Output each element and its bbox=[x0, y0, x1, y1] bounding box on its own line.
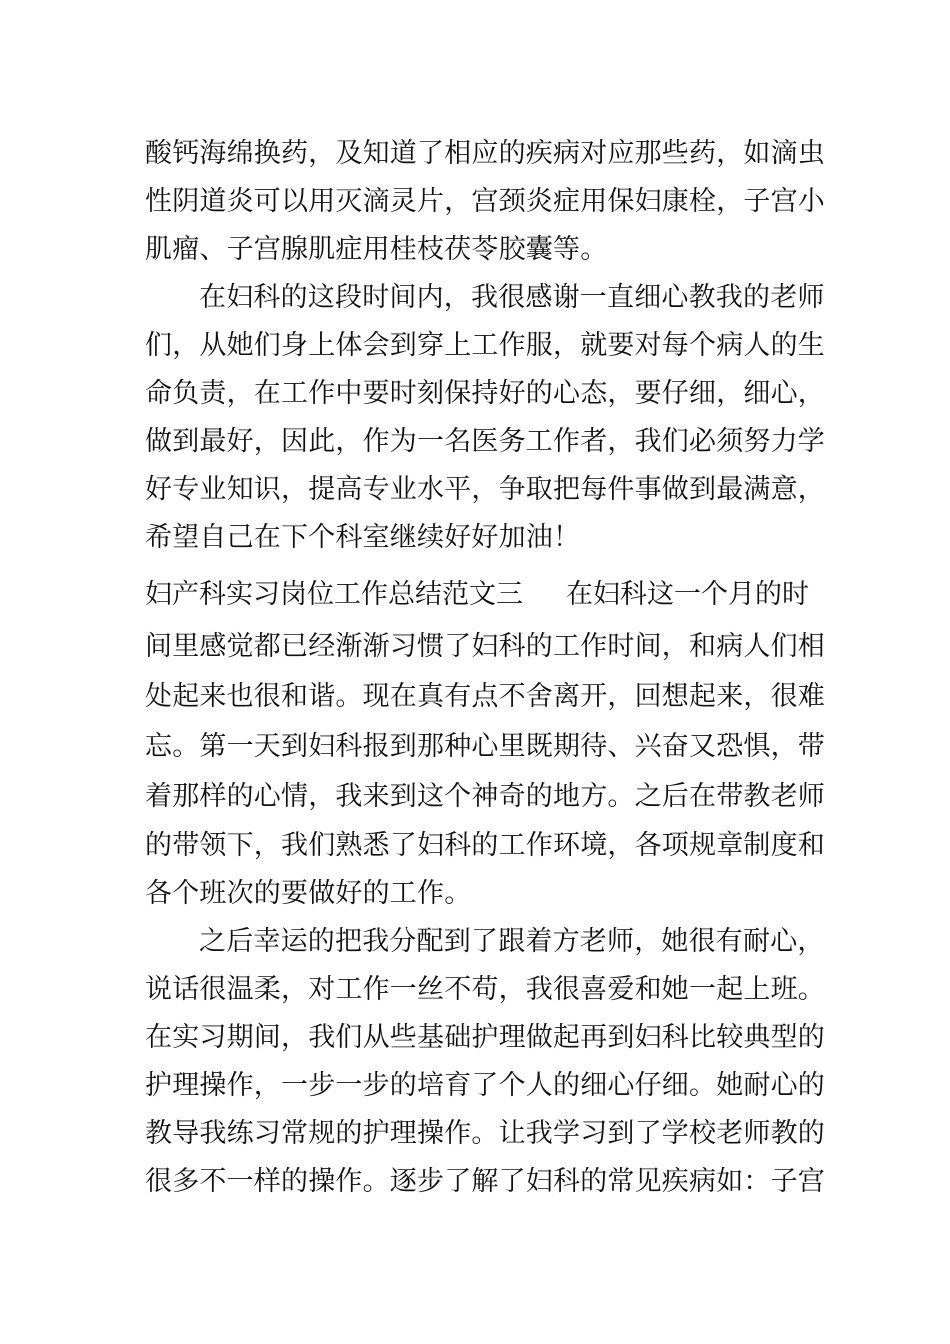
text-line: 着那样的心情，我来到这个神奇的地方。之后在带教老师 bbox=[145, 781, 825, 812]
section-heading: 妇产科实习岗位工作总结范文三 bbox=[145, 579, 523, 610]
text-line: 命负责，在工作中要时刻保持好的心态，要仔细，细心， bbox=[145, 378, 825, 409]
text-line: 在妇科这一个月的时 bbox=[566, 579, 809, 610]
text-line: 护理操作，一步一步的培育了个人的细心仔细。她耐心的 bbox=[145, 1070, 825, 1101]
text-line: 各个班次的要做好的工作。 bbox=[145, 878, 472, 909]
text-line: 处起来也很和谐。现在真有点不舍离开，回想起来，很难 bbox=[145, 681, 825, 712]
text-line: 做到最好，因此，作为一名医务工作者，我们必须努力学 bbox=[145, 426, 825, 457]
paragraph-start: 之后幸运的把我分配到了跟着方老师，她很有耐心， bbox=[199, 926, 825, 957]
text-line: 在实习期间，我们从些基础护理做起再到妇科比较典型的 bbox=[145, 1022, 825, 1053]
text-line: 肌瘤、子宫腺肌症用桂枝茯苓胶囊等。 bbox=[145, 234, 608, 265]
text-line: 好专业知识，提高专业水平，争取把每件事做到最满意， bbox=[145, 474, 825, 505]
section-heading-row bbox=[145, 575, 807, 615]
text-line: 的带领下，我们熟悉了妇科的工作环境，各项规章制度和 bbox=[145, 830, 825, 861]
text-line: 教导我练习常规的护理操作。让我学习到了学校老师教的 bbox=[145, 1118, 825, 1149]
text-line: 希望自己在下个科室继续好好加油！ bbox=[145, 522, 581, 553]
text-line: 们，从她们身上体会到穿上工作服，就要对每个病人的生 bbox=[145, 330, 825, 361]
text-line: 说话很温柔，对工作一丝不苟，我很喜爱和她一起上班。 bbox=[145, 974, 825, 1005]
text-line: 间里感觉都已经渐渐习惯了妇科的工作时间，和病人们相 bbox=[145, 631, 825, 662]
text-line: 忘。第一天到妇科报到那种心里既期待、兴奋又恐惧，带 bbox=[145, 731, 825, 762]
text-line: 酸钙海绵换药，及知道了相应的疾病对应那些药，如滴虫 bbox=[145, 138, 825, 169]
text-line: 很多不一样的操作。逐步了解了妇科的常见疾病如：子宫 bbox=[145, 1166, 825, 1197]
paragraph-start: 在妇科的这段时间内，我很感谢一直细心教我的老师 bbox=[199, 282, 825, 313]
text-line: 性阴道炎可以用灭滴灵片，宫颈炎症用保妇康栓，子宫小 bbox=[145, 186, 825, 217]
